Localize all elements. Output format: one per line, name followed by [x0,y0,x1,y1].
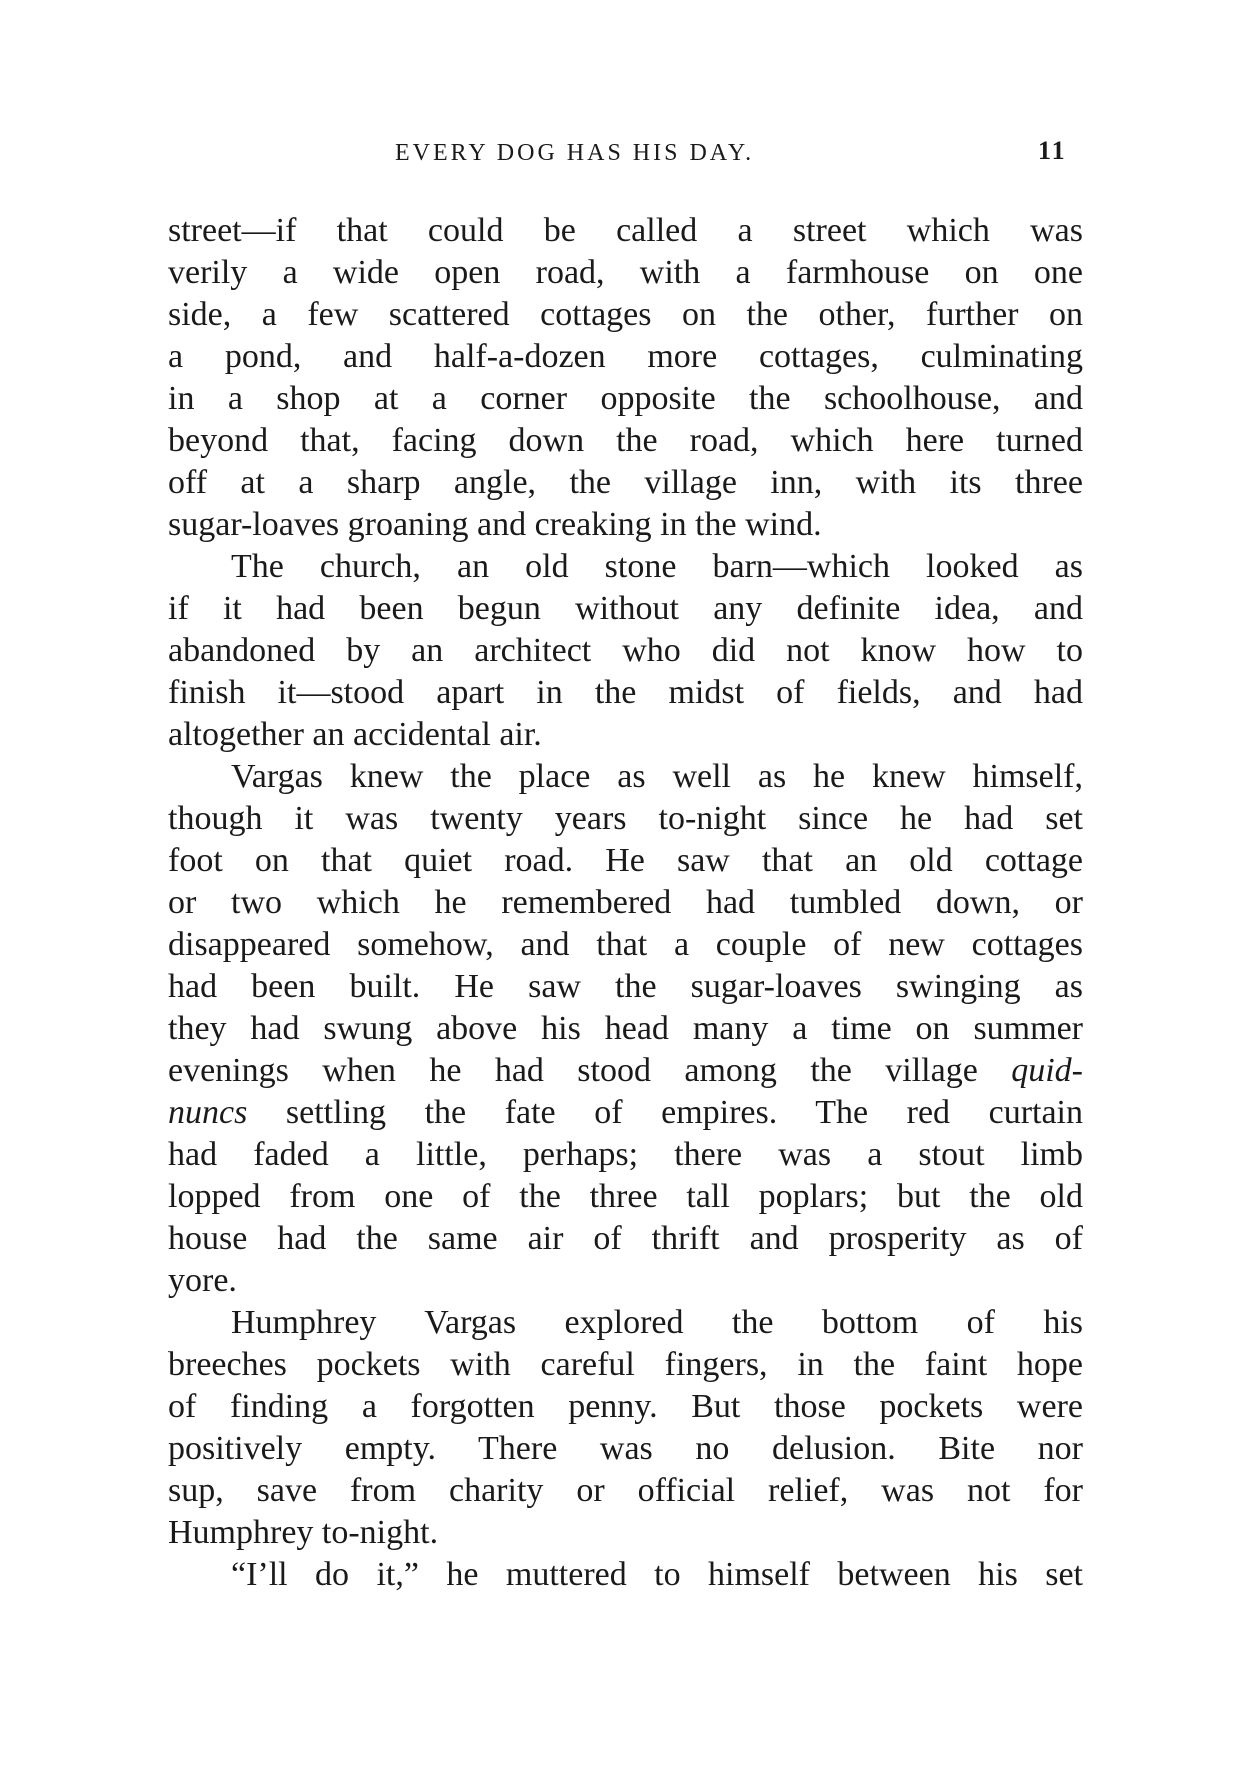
paragraph-first-line: Humphrey Vargas explored the bottom of his [231,1304,1083,1341]
text-line: of finding a forgotten penny. But those pockets were [168,1388,1083,1425]
body-text [168,210,1083,1596]
paragraph-first-line: Vargas knew the place as well as he knew himself, [231,758,1083,795]
text-line: sup, save from charity or official relief, was not for [168,1472,1083,1509]
text-line: lopped from one of the three tall poplars; but the old [168,1178,1083,1215]
text-line: in a shop at a corner opposite the schoolhouse, and [168,380,1083,417]
text-line: street—if that could be called a street which was [168,212,1083,249]
text-line: house had the same air of thrift and prosperity as of [168,1220,1083,1257]
text-line: positively empty. There was no delusion. Bite nor [168,1430,1083,1467]
text-line: disappeared somehow, and that a couple of new cottages [168,926,1083,963]
text-line: though it was twenty years to-night since he had set [168,800,1083,837]
italic-word: quid- [1011,1052,1083,1089]
text-line: breeches pockets with careful fingers, in the faint hope [168,1346,1083,1383]
text-line: finish it—stood apart in the midst of fields, and had [168,674,1083,711]
text-line: yore. [168,1262,237,1299]
text-line: off at a sharp angle, the village inn, with its three [168,464,1083,501]
page-number: 11 [1038,136,1067,165]
text-segment: settling the fate of empires. The red curtain [285,1094,1083,1131]
italic-word: nuncs [168,1094,248,1131]
text-line: a pond, and half-a-dozen more cottages, culminating [168,338,1083,375]
text-line: they had swung above his head many a time on summer [168,1010,1083,1047]
text-line: had faded a little, perhaps; there was a stout limb [168,1136,1083,1173]
running-title: EVERY DOG HAS HIS DAY. [395,140,755,166]
text-line: side, a few scattered cottages on the other, further on [168,296,1083,333]
paragraph-first-line: “I’ll do it,” he muttered to himself between his set [231,1556,1083,1593]
text-line: abandoned by an architect who did not know how to [168,632,1083,669]
text-line: verily a wide open road, with a farmhouse on one [168,254,1083,291]
text-line: foot on that quiet road. He saw that an old cottage [168,842,1083,879]
text-line: had been built. He saw the sugar-loaves swinging as [168,968,1083,1005]
text-segment: evenings when he had stood among the village [168,1052,978,1089]
text-line-mixed [168,1050,1083,1092]
text-line: beyond that, facing down the road, which here turned [168,422,1083,459]
text-line: sugar-loaves groaning and creaking in the wind. [168,506,822,543]
text-line: Humphrey to-night. [168,1514,439,1551]
paragraph-first-line: The church, an old stone barn—which looked as [231,548,1083,585]
text-line: altogether an accidental air. [168,716,542,753]
text-line: or two which he remembered had tumbled down, or [168,884,1083,921]
text-line-mixed [168,1092,1083,1134]
text-line: if it had been begun without any definite idea, and [168,590,1083,627]
